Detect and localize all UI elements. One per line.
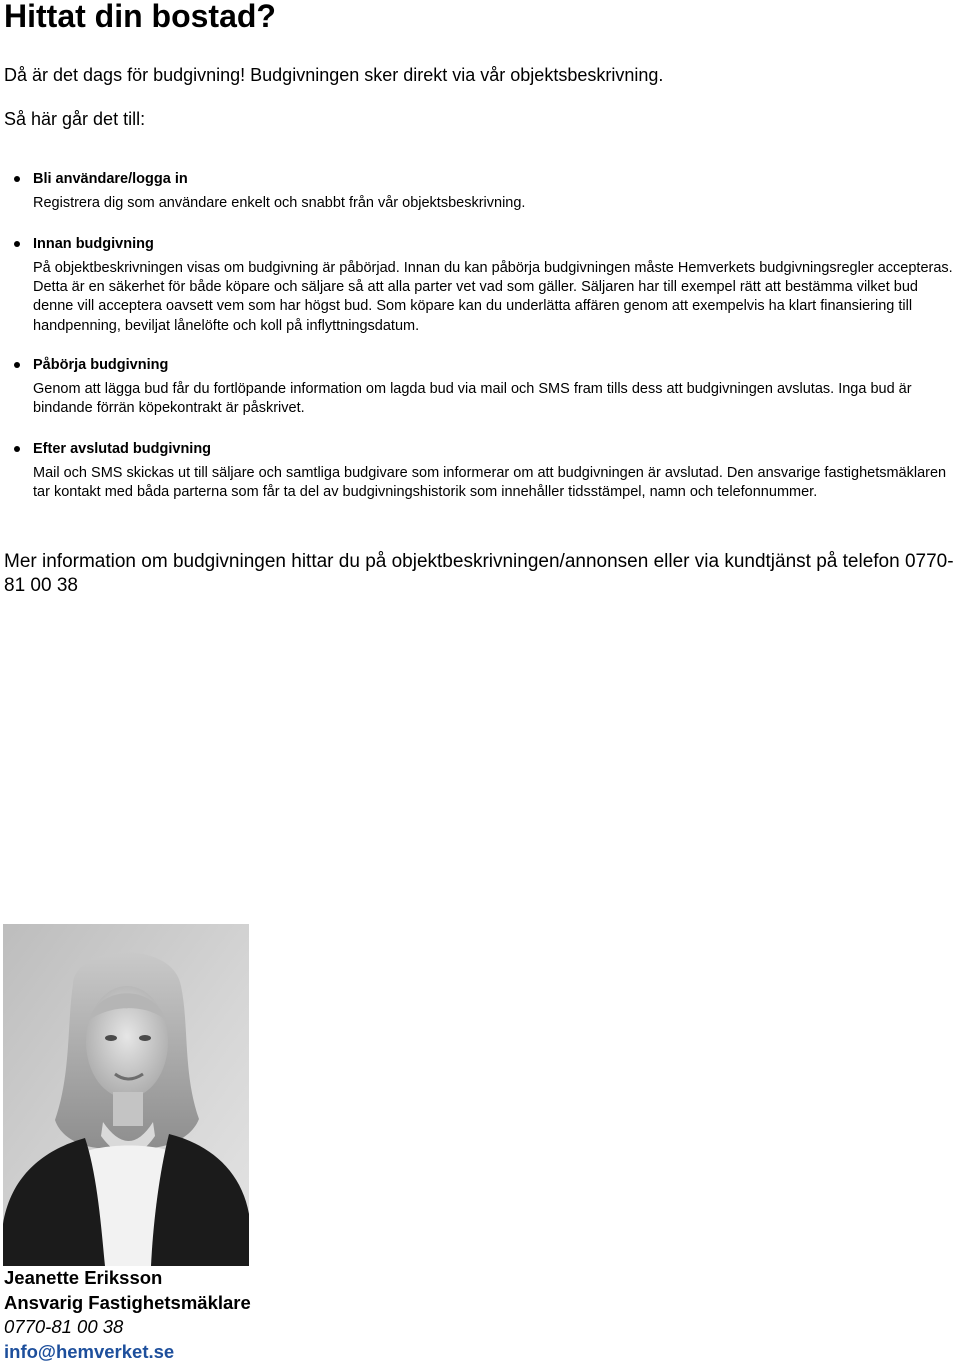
page-title: Hittat din bostad? (4, 0, 276, 34)
intro-text: Då är det dags för budgivning! Budgivningen sker direkt via vår objektsbeskrivning. (4, 65, 664, 85)
step-title: Innan budgivning (33, 236, 154, 252)
contact-role: Ansvarig Fastighetsmäklare (4, 1291, 251, 1313)
step-title: Efter avslutad budgivning (33, 441, 212, 457)
bullet-dot-icon (14, 362, 20, 368)
step-description: Genom att lägga bud får du fortlöpande information om lagda bud via mail och SMS fram tills dess att budgivningen avslutas. Inga bud är bindande förrän köpekontrakt är påskrivet. (33, 381, 912, 417)
contact-block (4, 1266, 251, 1364)
bullet-dot-icon (14, 176, 20, 182)
bullet-dot-icon (14, 446, 20, 452)
contact-phone[interactable]: 0770-81 00 38 (4, 1316, 124, 1337)
step-title: Bli användare/logga in (33, 171, 188, 187)
steps-heading: Så här går det till: (4, 109, 146, 129)
contact-photo (3, 924, 249, 1266)
step-description: Registrera dig som användare enkelt och snabbt från vår objektsbeskrivning. (33, 195, 526, 211)
more-info-text: Mer information om budgivningen hittar du på objektbeskrivningen/annonsen eller via kundtjänst på telefon 0770-81 00 38 (4, 551, 954, 596)
step-description: På objektbeskrivningen visas om budgivning är påbörjad. Innan du kan påbörja budgivningen måste Hemverkets budgivningsregler accepteras. Detta är en säkerhet för både köpare och säljare så att alla parter vet vad som gäller. Säljaren har till exempel rätt att bestämma vilket bud denne vill acceptera oavsett vem som har högst bud. Som köpare kan du underlätta affären genom att exempelvis ha klart finansiering till handpenning, beviljat lånelöfte och koll på inflyttningsdatum. (33, 260, 953, 334)
step-title: Påbörja budgivning (33, 357, 169, 373)
bullet-dot-icon (14, 241, 20, 247)
contact-email-link[interactable]: info@hemverket.se (4, 1340, 175, 1362)
step-description: Mail och SMS skickas ut till säljare och samtliga budgivare som informerar om att budgivningen är avslutad. Den ansvarige fastighetsmäklaren tar kontakt med båda parterna som får ta del av budgivningshistorik som innehåller tidsstämpel, namn och telefonnummer. (33, 465, 947, 501)
contact-name: Jeanette Eriksson (4, 1267, 163, 1288)
